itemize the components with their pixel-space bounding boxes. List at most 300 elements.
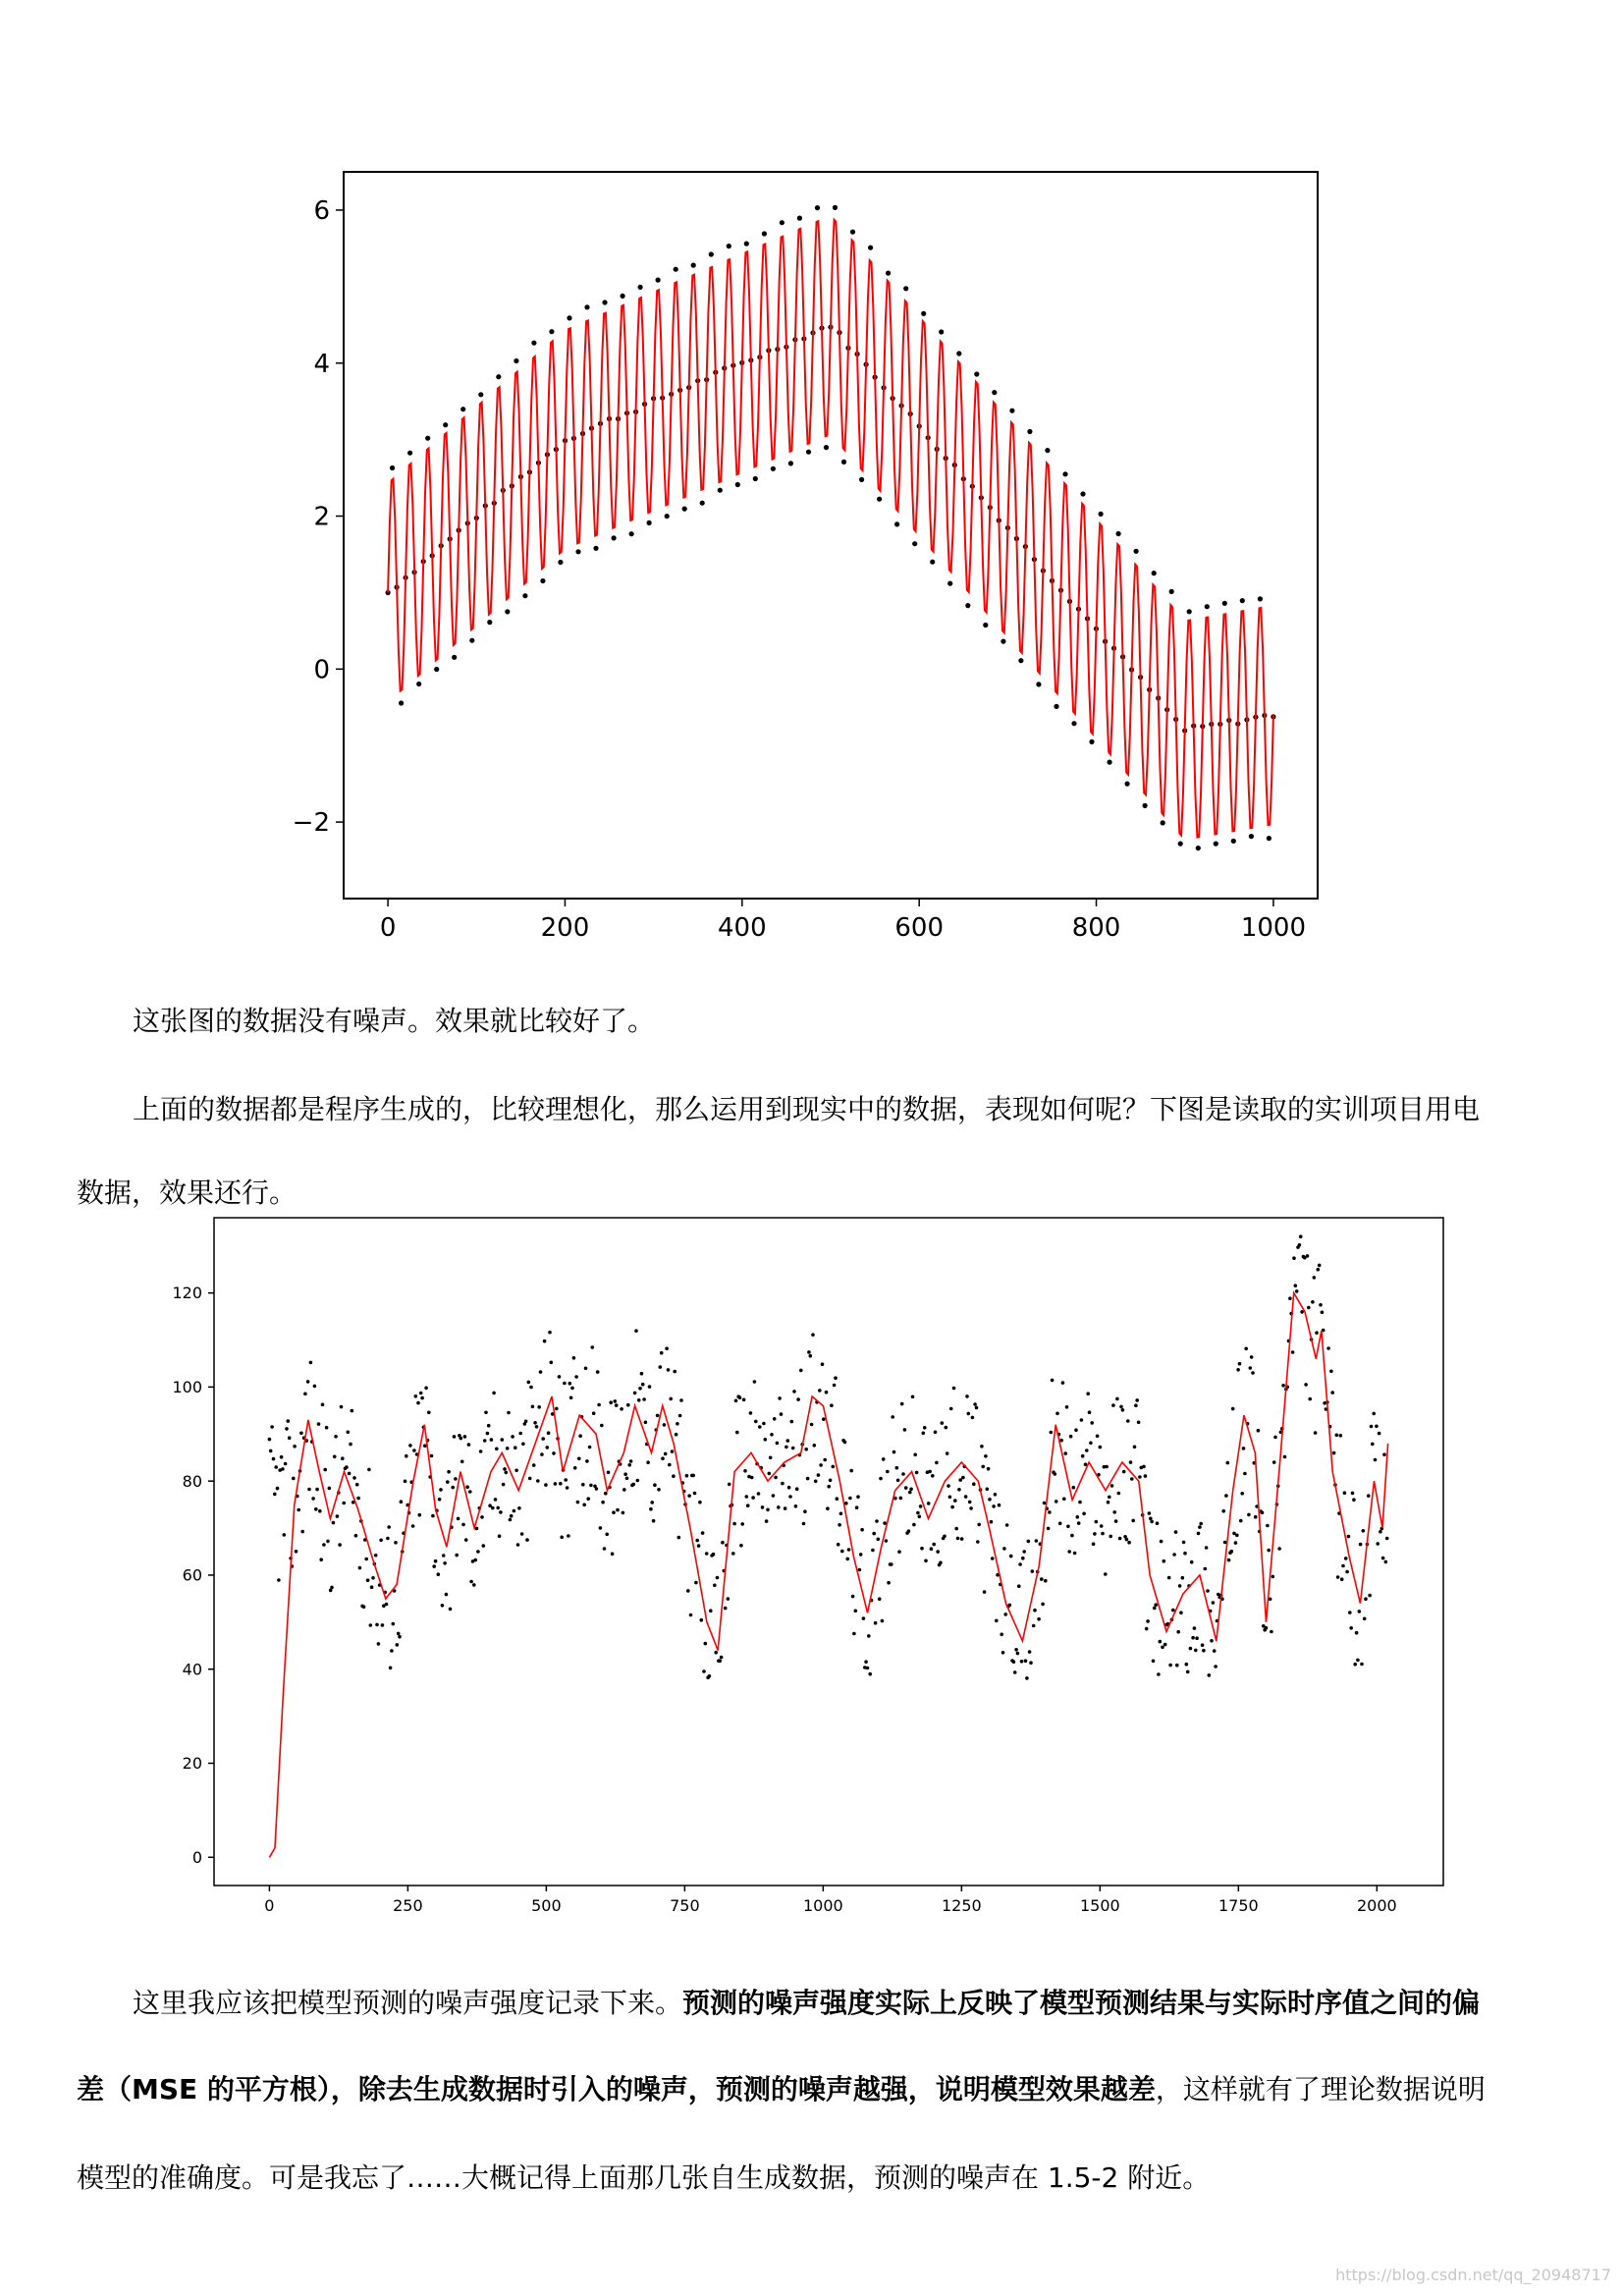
data-point (958, 1478, 962, 1482)
data-point (314, 1507, 318, 1511)
data-point (960, 1537, 964, 1541)
data-point (1037, 1617, 1041, 1621)
data-point (855, 1505, 859, 1509)
data-point (455, 1554, 459, 1558)
data-point (1254, 1515, 1258, 1519)
data-point (790, 1420, 794, 1424)
data-point (332, 1521, 336, 1525)
data-point (830, 1403, 834, 1407)
data-point (967, 1412, 971, 1416)
data-point (1221, 1509, 1225, 1513)
data-point (569, 1396, 573, 1400)
data-point (626, 1403, 630, 1407)
data-point (848, 1497, 852, 1501)
paragraph-2-line-1: 上面的数据都是程序生成的，比较理想化，那么运用到现实中的数据，表现如何呢？下图是读取的实训项目用电 (133, 1093, 1481, 1125)
data-point (438, 1498, 442, 1502)
data-point (443, 422, 448, 427)
data-point (400, 1500, 404, 1503)
data-point (1335, 1434, 1339, 1438)
data-point (1208, 1673, 1212, 1677)
data-point (839, 1512, 843, 1516)
data-point (1339, 1434, 1343, 1438)
data-point (374, 1554, 378, 1558)
data-point (629, 1459, 633, 1463)
x-tick-label: 500 (531, 1896, 562, 1915)
data-point (300, 1530, 304, 1534)
data-point (390, 465, 395, 470)
data-point (495, 1448, 499, 1451)
data-point (1311, 1300, 1315, 1304)
data-point (589, 1484, 593, 1488)
data-point (1340, 1577, 1344, 1581)
data-point (981, 1465, 985, 1469)
data-point (845, 1558, 849, 1561)
data-point (273, 1493, 277, 1497)
data-point (1073, 1552, 1077, 1556)
data-point (980, 1445, 984, 1449)
data-point (875, 1519, 879, 1523)
data-point (295, 1550, 298, 1554)
data-point (1085, 1449, 1089, 1452)
data-point (1062, 1498, 1066, 1502)
data-point (1257, 1429, 1261, 1433)
data-point (529, 1386, 533, 1390)
data-point (514, 1469, 518, 1473)
data-point (338, 1543, 342, 1547)
data-point (738, 1395, 742, 1399)
data-point (939, 1561, 943, 1565)
data-point (784, 1506, 787, 1510)
data-point (345, 1465, 349, 1469)
data-point (1294, 1284, 1298, 1287)
data-point (823, 1458, 827, 1462)
paragraph-1: 这张图的数据没有噪声。效果就比较好了。 (133, 1005, 656, 1037)
data-point (487, 620, 492, 625)
data-point (1171, 1609, 1175, 1613)
data-point (1127, 1541, 1131, 1545)
data-point (507, 1411, 511, 1415)
data-point (564, 1478, 568, 1482)
data-point (1374, 1458, 1378, 1462)
data-point (277, 1578, 281, 1582)
data-point (297, 1508, 300, 1512)
data-point (1125, 782, 1130, 787)
data-point (1360, 1663, 1364, 1667)
data-point (1384, 1560, 1388, 1564)
data-point (1104, 1572, 1108, 1576)
data-point (581, 1483, 585, 1487)
data-point (1381, 1557, 1385, 1560)
data-point (1016, 1652, 1020, 1656)
data-point (936, 1550, 940, 1554)
data-point (1058, 1522, 1062, 1526)
data-point (1051, 1379, 1055, 1383)
data-point (559, 1482, 563, 1486)
data-point (1204, 1567, 1208, 1571)
data-point (904, 1486, 908, 1490)
data-point (1370, 1425, 1374, 1429)
data-point (1313, 1276, 1317, 1280)
data-point (272, 1457, 276, 1461)
data-point (822, 1417, 826, 1421)
data-point (443, 1561, 447, 1565)
data-point (1059, 1439, 1063, 1443)
data-point (358, 1566, 362, 1570)
data-point (473, 1558, 477, 1562)
data-point (650, 1501, 654, 1504)
paragraph-3-line-2 (77, 2068, 1486, 2111)
data-point (527, 1381, 531, 1385)
data-point (385, 1603, 389, 1607)
data-point (425, 436, 430, 441)
y-tick-label: 40 (182, 1660, 202, 1679)
data-point (1071, 721, 1076, 726)
data-point (1168, 1664, 1172, 1667)
data-point (704, 1642, 708, 1646)
data-point (611, 1553, 615, 1557)
data-point (1072, 1486, 1076, 1490)
data-point (325, 1426, 329, 1430)
data-point (908, 1491, 912, 1495)
data-point (836, 1497, 839, 1501)
data-point (807, 1350, 811, 1354)
data-point (948, 1496, 952, 1500)
data-point (780, 220, 784, 225)
data-point (1236, 1368, 1240, 1372)
data-point (469, 1580, 473, 1584)
data-point (673, 1370, 676, 1374)
data-point (531, 341, 536, 346)
data-point (694, 1581, 698, 1585)
data-point (1277, 1547, 1281, 1551)
data-point (968, 1501, 972, 1504)
data-point (1027, 1540, 1031, 1544)
data-point (833, 1384, 837, 1388)
data-point (1142, 1465, 1146, 1469)
data-point (558, 560, 563, 565)
data-point (496, 1506, 500, 1510)
data-point (956, 351, 961, 355)
data-point (509, 1518, 513, 1522)
data-point (1090, 1421, 1094, 1425)
data-point (834, 1376, 838, 1380)
chart2-data-points (268, 1234, 1389, 1679)
x-tick-label: 1250 (941, 1896, 982, 1915)
data-point (1005, 1523, 1009, 1527)
data-point (592, 1411, 596, 1415)
data-point (991, 1557, 995, 1560)
data-point (479, 1449, 483, 1453)
y-tick-label: 4 (313, 349, 330, 379)
data-point (465, 1485, 469, 1489)
data-point (478, 392, 483, 397)
data-point (607, 1471, 611, 1475)
data-point (826, 1506, 830, 1510)
data-point (492, 1392, 496, 1395)
data-point (1025, 1676, 1029, 1680)
data-point (1156, 1521, 1160, 1525)
data-point (669, 1397, 673, 1401)
data-point (1055, 1500, 1058, 1503)
data-point (397, 1632, 401, 1636)
data-point (1157, 1672, 1161, 1676)
data-point (778, 1396, 782, 1400)
data-point (866, 1667, 870, 1670)
data-point (1193, 1626, 1197, 1630)
data-point (773, 1417, 777, 1421)
data-point (1223, 1541, 1227, 1545)
data-point (787, 1486, 791, 1490)
data-point (1148, 1511, 1152, 1515)
data-point (919, 1504, 923, 1508)
data-point (640, 1372, 644, 1376)
data-point (931, 1474, 935, 1478)
data-point (1341, 1564, 1345, 1568)
data-point (609, 1400, 613, 1404)
data-point (852, 1632, 856, 1636)
data-point (355, 1483, 359, 1487)
data-point (1009, 409, 1014, 413)
data-point (293, 1445, 297, 1449)
data-point (641, 1383, 645, 1387)
data-point (769, 1456, 773, 1460)
data-point (537, 1405, 541, 1409)
data-point (642, 1397, 646, 1401)
data-point (750, 1476, 754, 1480)
data-point (701, 1531, 705, 1535)
data-point (1240, 1492, 1244, 1496)
data-point (1231, 1407, 1235, 1411)
data-point (1000, 1633, 1003, 1637)
data-point (664, 1452, 668, 1456)
data-point (721, 1541, 725, 1545)
data-point (665, 1346, 669, 1350)
data-point (874, 1621, 878, 1625)
data-point (1214, 842, 1218, 847)
data-point (814, 1480, 818, 1484)
data-point (975, 1406, 979, 1410)
data-point (568, 1382, 572, 1386)
data-point (597, 1403, 601, 1407)
data-point (1063, 1451, 1067, 1455)
data-point (974, 371, 979, 376)
data-point (965, 1394, 969, 1398)
data-point (396, 1643, 400, 1647)
data-point (1021, 1557, 1025, 1560)
data-point (491, 1506, 495, 1510)
data-point (1080, 1418, 1084, 1422)
data-point (1027, 429, 1032, 434)
paragraph-3-line-1 (133, 1982, 1480, 2025)
data-point (467, 1443, 471, 1447)
data-point (1242, 1447, 1246, 1450)
data-point (268, 1438, 272, 1442)
data-point (285, 1427, 289, 1431)
data-point (1238, 1362, 1242, 1366)
data-point (1146, 1619, 1150, 1623)
data-point (460, 1460, 464, 1464)
data-point (1110, 1484, 1114, 1488)
data-point (899, 1497, 903, 1501)
data-point (1362, 1529, 1366, 1533)
data-point (825, 1391, 829, 1394)
data-point (330, 1586, 334, 1590)
data-point (398, 1635, 402, 1639)
data-point (1270, 1630, 1273, 1634)
data-point (567, 1534, 570, 1538)
data-point (945, 1426, 948, 1430)
data-point (856, 1495, 860, 1499)
data-point (976, 1540, 980, 1544)
data-point (468, 1490, 472, 1494)
data-point (1062, 471, 1067, 476)
data-point (574, 1375, 578, 1379)
data-point (897, 1550, 901, 1554)
data-point (307, 1488, 311, 1492)
data-point (992, 1504, 996, 1508)
data-point (349, 1443, 352, 1447)
data-point (1283, 1455, 1287, 1459)
data-point (1368, 1594, 1372, 1598)
data-point (431, 1514, 435, 1518)
data-point (614, 1399, 618, 1403)
data-point (1054, 704, 1058, 709)
data-point (735, 1431, 739, 1435)
data-point (480, 1515, 484, 1519)
paragraph-3-bold-text: 预测的噪声强度实际上反映了模型预测结果与实际时序值之间的偏 (682, 1987, 1481, 2019)
data-point (460, 1437, 463, 1441)
x-tick-label: 1000 (803, 1896, 843, 1915)
data-point (582, 1503, 586, 1507)
data-point (1382, 1452, 1386, 1456)
data-point (323, 1468, 327, 1472)
data-point (612, 1510, 616, 1514)
data-point (633, 1392, 637, 1395)
data-point (896, 1479, 900, 1483)
data-point (871, 1549, 875, 1553)
data-point (1031, 1569, 1035, 1573)
data-point (1300, 1310, 1304, 1314)
data-point (319, 1558, 323, 1561)
data-point (766, 1508, 770, 1512)
data-point (1318, 1264, 1322, 1268)
data-point (1099, 512, 1104, 517)
data-point (1163, 1559, 1166, 1563)
data-point (762, 1422, 766, 1426)
data-point (451, 1486, 455, 1490)
data-point (792, 1390, 796, 1394)
data-point (850, 230, 855, 235)
data-point (379, 1539, 383, 1543)
data-point (1096, 1435, 1100, 1439)
data-point (1364, 1597, 1368, 1601)
data-point (784, 1446, 788, 1449)
data-point (878, 1597, 882, 1601)
data-point (754, 1420, 758, 1424)
data-point (1131, 1519, 1135, 1523)
data-point (1161, 1646, 1164, 1650)
data-point (872, 1532, 876, 1536)
data-point (522, 593, 527, 598)
data-point (649, 1507, 653, 1511)
data-point (973, 1402, 977, 1406)
x-tick-label: 200 (540, 913, 590, 943)
data-point (1002, 1547, 1006, 1551)
data-point (572, 1356, 576, 1360)
data-point (516, 1543, 520, 1547)
data-point (390, 1649, 394, 1653)
data-point (777, 1505, 781, 1509)
data-point (895, 1466, 899, 1470)
data-point (1160, 1540, 1163, 1544)
data-point (599, 1526, 603, 1530)
data-point (930, 1547, 934, 1551)
data-point (381, 1623, 385, 1627)
data-point (1014, 1648, 1018, 1652)
data-point (1251, 1371, 1255, 1375)
data-point (541, 1437, 545, 1441)
data-point (859, 1553, 863, 1557)
data-point (916, 1511, 920, 1515)
data-point (720, 1656, 724, 1660)
data-point (634, 1329, 638, 1333)
data-point (1081, 1454, 1085, 1458)
data-point (677, 1536, 681, 1540)
data-point (1314, 1431, 1318, 1435)
y-tick-label: 60 (182, 1565, 202, 1585)
data-point (437, 1572, 441, 1576)
data-point (441, 1604, 445, 1608)
data-point (514, 358, 518, 363)
data-point (427, 1411, 431, 1415)
data-point (414, 1394, 418, 1398)
data-point (1307, 1306, 1311, 1310)
data-point (1379, 1530, 1382, 1534)
data-point (464, 1538, 468, 1542)
data-point (893, 1450, 896, 1454)
data-point (1114, 1519, 1118, 1523)
data-point (566, 1486, 569, 1490)
data-point (1176, 1630, 1180, 1634)
chart2-axis-ticks (172, 1284, 1396, 1915)
data-point (476, 1550, 480, 1554)
data-point (663, 1423, 667, 1427)
data-point (1172, 1553, 1176, 1557)
x-tick-label: 600 (894, 913, 945, 943)
data-point (821, 1362, 825, 1366)
data-point (1258, 596, 1263, 601)
data-point (309, 1361, 313, 1365)
data-point (584, 304, 589, 309)
data-point (946, 1451, 949, 1455)
data-point (1190, 1560, 1194, 1564)
data-point (535, 1425, 539, 1429)
data-point (1069, 1435, 1073, 1439)
data-point (838, 1523, 841, 1527)
data-point (533, 1421, 537, 1425)
data-point (371, 1576, 375, 1580)
data-point (1348, 1611, 1352, 1614)
data-point (352, 1476, 356, 1480)
data-point (753, 476, 758, 481)
data-point (623, 1472, 627, 1476)
data-point (616, 1508, 620, 1512)
data-point (1032, 1624, 1036, 1628)
data-point (550, 1361, 554, 1365)
data-point (1050, 1431, 1054, 1435)
data-point (1111, 1403, 1115, 1407)
paragraph-3-bold-text-2: 差（MSE 的平方根），除去生成数据时引入的噪声，预测的噪声越强，说明模型效果越差 (77, 2073, 1156, 2105)
